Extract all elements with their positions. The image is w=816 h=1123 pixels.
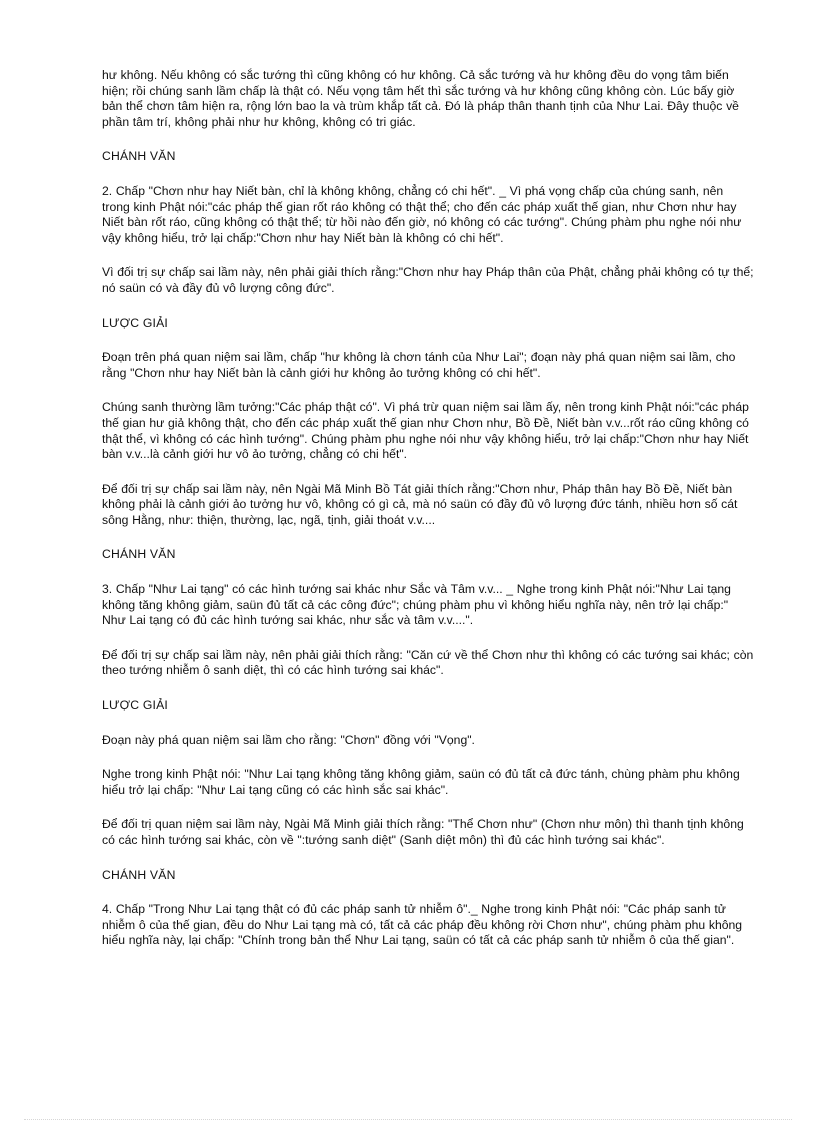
page-bottom-divider bbox=[24, 1119, 792, 1120]
paragraph: Vì đối trị sự chấp sai lầm này, nên phải giải thích rằng:"Chơn như hay Pháp thân của Phật, chẳng phải không có tự thể; nó saün có và đầy đủ vô lượng công đức". bbox=[102, 265, 754, 295]
document-body bbox=[102, 68, 754, 968]
paragraph: Để đối trị quan niệm sai lầm này, Ngài Mã Minh giải thích rằng: "Thể Chơn như" (Chơn như môn) thì thanh tịnh không có các hình tướng sai khác, còn về ":tướng sanh diệt" (Sanh diệt môn) thì đủ các hình tướng sai khác". bbox=[102, 817, 744, 847]
paragraph: Để đối trị sự chấp sai lầm này, nên Ngài Mã Minh Bồ Tát giải thích rằng:"Chơn như, Pháp thân hay Bồ Đề, Niết bàn không phải là cảnh giới ảo tưởng hư vô, không có gì cả, mà nó saün có đầy đủ vô lượng đức tánh, nhiều hơn số cát sông Hằng, như: thiện, thường, lạc, ngã, tịnh, giải thoát v.v.... bbox=[102, 481, 738, 527]
paragraph: 4. Chấp "Trong Như Lai tạng thật có đủ các pháp sanh tử nhiễm ô"._ Nghe trong kinh Phật nói: "Các pháp sanh tử nhiễm ô của thế gian, đều do Như Lai tạng mà có, tất cả các pháp đều không rời Chơn như", chúng phàm phu không hiểu nghĩa này, lại chấp: "Chính trong bản thể Như Lai tạng, saün có tất cả các pháp sanh tử nhiễm ô của thế gian". bbox=[102, 902, 743, 948]
paragraph: Nghe trong kinh Phật nói: "Như Lai tạng không tăng không giảm, saün có đủ tất cả đức tánh, chùng phàm phu không hiểu trở lại chấp: "Như Lai tạng cũng có các hình sắc sai khác". bbox=[102, 767, 740, 797]
section-heading: LƯỢC GIẢI bbox=[102, 698, 169, 713]
paragraph: Đoạn trên phá quan niệm sai lầm, chấp "hư không là chơn tánh của Như Lai"; đoạn này phá quan niệm sai lầm, cho rằng "Chơn như hay Niết bàn là cảnh giới hư không ảo tưởng không có chi hết". bbox=[102, 350, 736, 380]
paragraph: 3. Chấp "Như Lai tạng" có các hình tướng sai khác như Sắc và Tâm v.v... _ Nghe trong kinh Phật nói:"Như Lai tạng không tăng không giảm, saün đủ tất cả các công đức"; chúng phàm phu vì không hiểu nghĩa này, nên trở lại chấp:" Như Lai tạng có đủ các hình tướng sai khác, như sắc và tâm v.v....". bbox=[102, 582, 731, 628]
paragraph: 2. Chấp "Chơn như hay Niết bàn, chỉ là không không, chẳng có chi hết". _ Vì phá vọng chấp của chúng sanh, nên trong kinh Phật nói:"các pháp thế gian rốt ráo không có thật thể; cho đến các pháp xuất thế gian, như Chơn như hay Niết bàn rốt ráo, cũng không có thật thể; từ hồi nào đến giờ, nó không có các tướng". Chúng phàm phu nghe nói như vậy không hiểu, trở lại chấp:"Chơn như hay Niết bàn là không có chi hết". bbox=[102, 183, 742, 245]
section-heading: CHÁNH VĂN bbox=[102, 547, 176, 562]
section-heading: LƯỢC GIẢI bbox=[102, 315, 169, 330]
paragraph: hư không. Nếu không có sắc tướng thì cũng không có hư không. Cả sắc tướng và hư không đều do vọng tâm biến hiện; rồi chúng sanh lầm chấp là thật có. Nếu vọng tâm hết thì sắc tướng và hư không cũng không còn. Lúc bấy giờ bản thể chơn tâm hiện ra, rộng lớn bao la và trùm khắp tất cả. Đó là pháp thân thanh tịnh của Như Lai. Đây thuộc về phần tâm trí, không phải như hư không, không có tri giác. bbox=[102, 68, 739, 129]
paragraph: Chúng sanh thường lầm tưởng:"Các pháp thật có". Vì phá trừ quan niệm sai lầm ấy, nên trong kinh Phật nói:"các pháp thế gian hư giả không thật, cho đến các pháp xuất thế gian như Chơn như, Bồ Đề, Niết bàn v.v...rốt ráo cũng không có thật thể, vì không có các hình tướng". Chúng phàm phu nghe nói như vậy không hiểu, trở lại chấp:"Chơn như hay Niết bàn v.v...là cảnh giới hư vô ảo tưởng, chẳng có chi hết". bbox=[102, 400, 749, 462]
paragraph: Để đối trị sự chấp sai lầm này, nên phải giải thích rằng: "Căn cứ về thể Chơn như thì không có các tướng sai khác; còn theo tướng nhiễm ô sanh diệt, thì có các hình tướng sai khác". bbox=[102, 647, 754, 678]
section-heading: CHÁNH VĂN bbox=[102, 149, 176, 164]
section-heading: CHÁNH VĂN bbox=[102, 867, 176, 882]
paragraph: Đoạn này phá quan niệm sai lầm cho rằng: "Chơn" đồng với "Vọng". bbox=[102, 732, 475, 747]
